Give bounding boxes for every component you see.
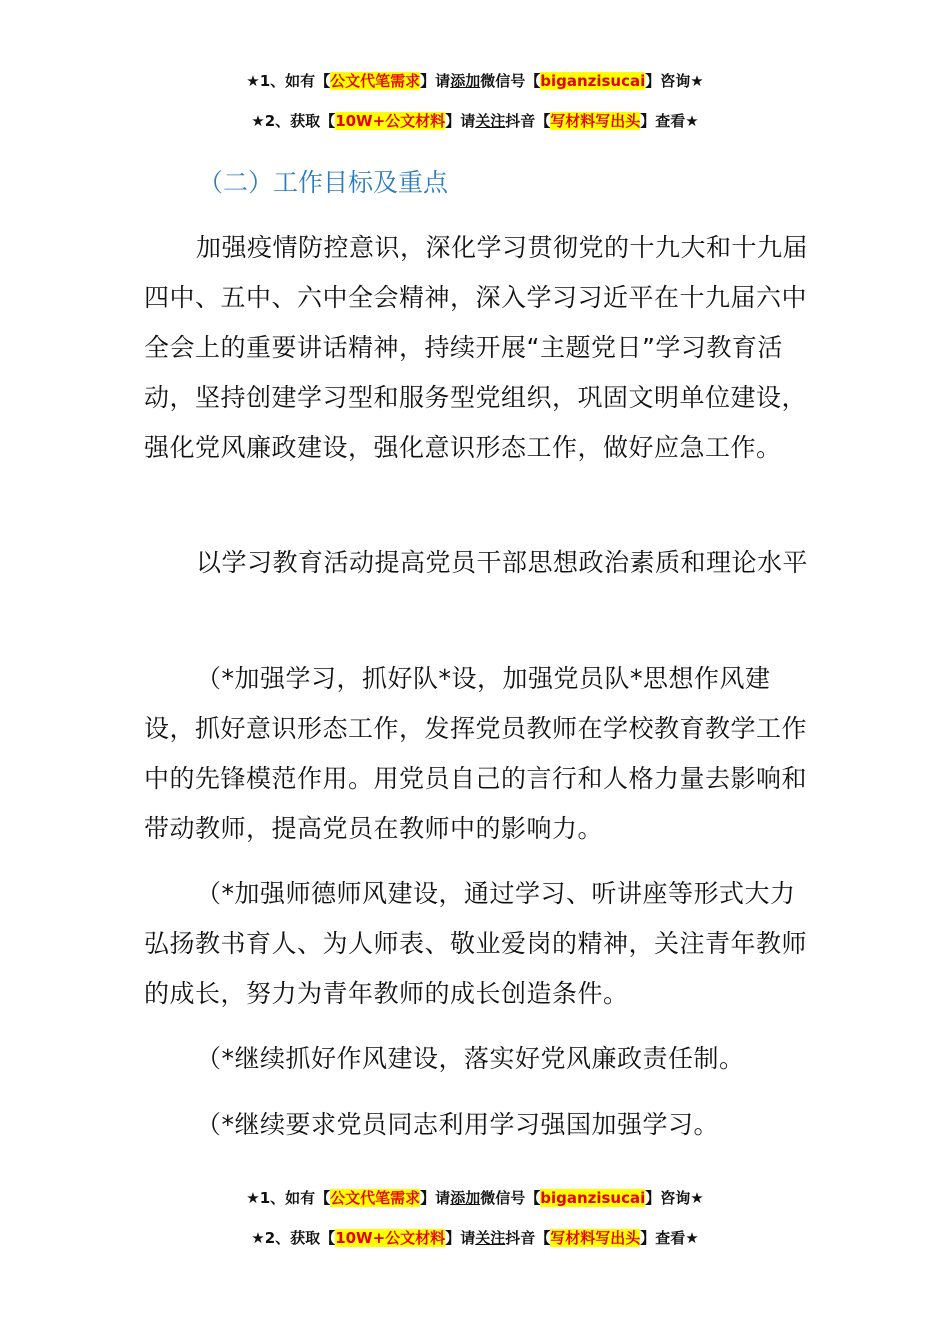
paragraph-4: （*加强师德师风建设，通过学习、听讲座等形式大力弘扬教书育人、为人师表、敬业爱岗的精神，关注青年教师的成长，努力为青年教师的成长创造条件。	[144, 879, 808, 1008]
ad-text: 】请	[420, 1189, 451, 1207]
ad-highlight: 写材料写出头	[550, 112, 641, 130]
ad-text: 】查看★	[640, 112, 699, 130]
ad-highlight: 10W+公文材料	[335, 112, 446, 130]
ad-line-2-top	[0, 110, 950, 131]
ad-highlight: biganzisucai	[540, 72, 646, 90]
ad-text: 】请	[445, 1229, 476, 1247]
ad-line-1-bottom	[0, 1187, 950, 1208]
section-heading: （二）工作目标及重点	[198, 168, 449, 197]
ad-text: 】查看★	[640, 1229, 699, 1247]
ad-text: ★2、获取【	[251, 1229, 336, 1247]
ad-text: 】咨询★	[645, 1189, 704, 1207]
ad-text: 微信号【	[480, 1189, 541, 1207]
ad-highlight: 公文代笔需求	[330, 1189, 421, 1207]
ad-text: 】请	[445, 112, 476, 130]
ad-highlight: 公文代笔需求	[330, 72, 421, 90]
ad-highlight: biganzisucai	[540, 1189, 646, 1207]
ad-text: 抖音【	[505, 112, 551, 130]
ad-text: 】请	[420, 72, 451, 90]
paragraph-6: （*继续要求党员同志利用学习强国加强学习。	[196, 1110, 720, 1139]
ad-underline: 添加	[450, 1189, 481, 1207]
ad-text: 抖音【	[505, 1229, 551, 1247]
ad-text: 微信号【	[480, 72, 541, 90]
paragraph-1: 加强疫情防控意识，深化学习贯彻党的十九大和十九届四中、五中、六中全会精神，深入学习习近平在十九届六中全会上的重要讲话精神，持续开展“主题党日”学习教育活动，坚持创建学习型和服务型党组织，巩固文明单位建设，强化党风廉政建设，强化意识形态工作，做好应急工作。	[144, 233, 809, 462]
ad-text: ★1、如有【	[246, 1189, 331, 1207]
paragraph-3: （*加强学习，抓好队*设，加强党员队*思想作风建设，抓好意识形态工作，发挥党员教师在学校教育教学工作中的先锋模范作用。用党员自己的言行和人格力量去影响和带动教师，提高党员在教师中的影响力。	[144, 664, 808, 843]
ad-highlight: 10W+公文材料	[335, 1229, 446, 1247]
ad-underline: 添加	[450, 72, 481, 90]
ad-line-1-top	[0, 70, 950, 91]
ad-text: 】咨询★	[645, 72, 704, 90]
ad-highlight: 写材料写出头	[550, 1229, 641, 1247]
ad-line-2-bottom	[0, 1227, 950, 1248]
ad-text: ★1、如有【	[246, 72, 331, 90]
ad-underline: 关注	[475, 112, 506, 130]
paragraph-5: （*继续抓好作风建设，落实好党风廉政责任制。	[196, 1044, 745, 1073]
ad-underline: 关注	[475, 1229, 506, 1247]
paragraph-2: 以学习教育活动提高党员干部思想政治素质和理论水平	[196, 548, 809, 577]
ad-text: ★2、获取【	[251, 112, 336, 130]
